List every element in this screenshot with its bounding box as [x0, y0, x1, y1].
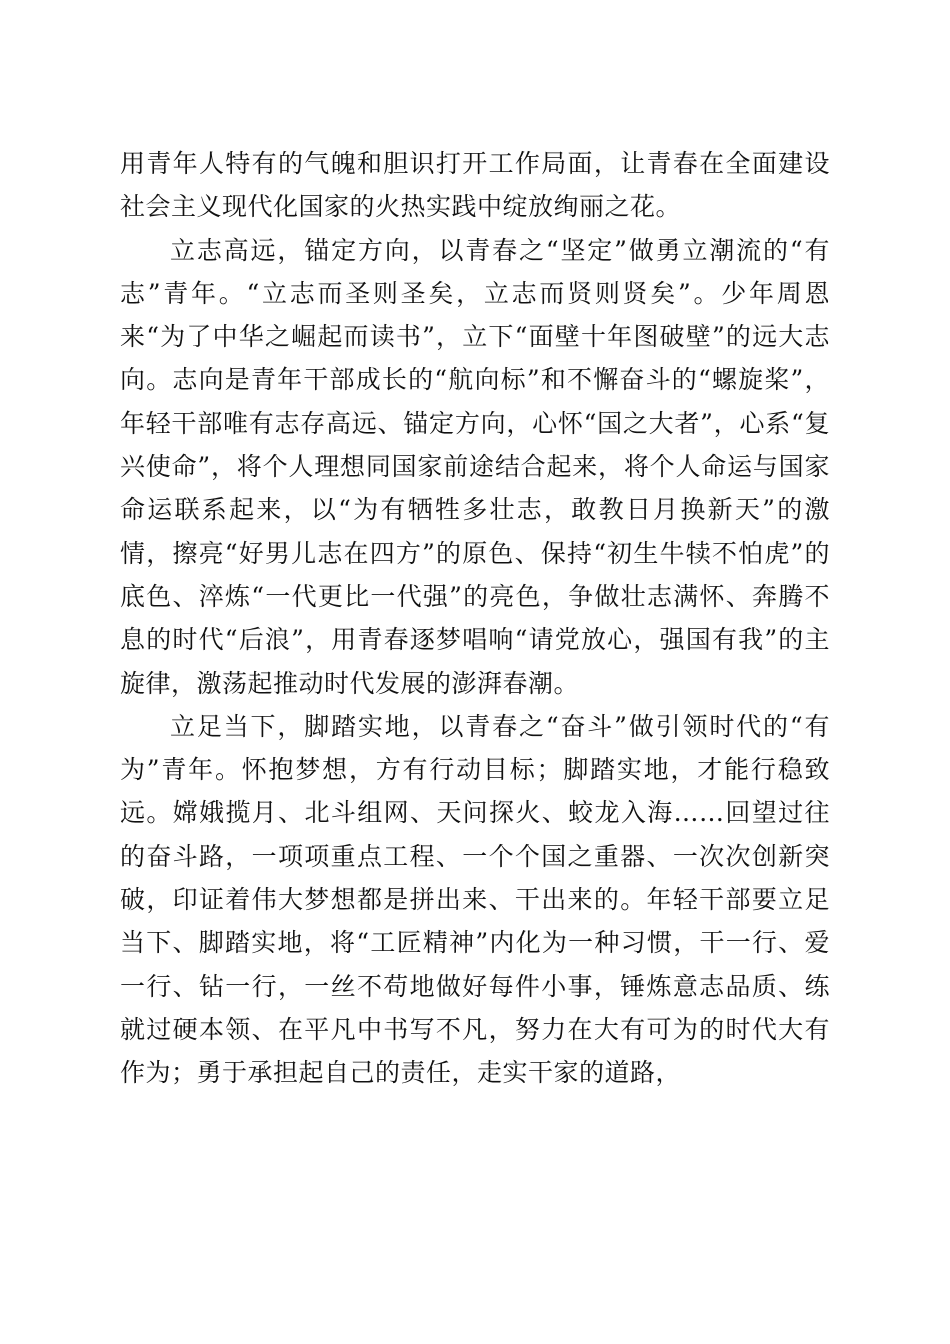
paragraph-striving: 立足当下，脚踏实地，以青春之“奋斗”做引领时代的“有为”青年。怀抱梦想，方有行动目标；脚踏实地，才能行稳致远。嫦娥揽月、北斗组网、天问探火、蛟龙入海……回望过往的奋斗路，一项项重点工程、一个个国之重器、一次次创新突破，印证着伟大梦想都是拼出来、干出来的。年轻干部要立足当下、脚踏实地，将“工匠精神”内化为一种习惯，干一行、爱一行、钻一行，一丝不苟地做好每件小事，锤炼意志品质、练就过硬本领、在平凡中书写不凡，努力在大有可为的时代大有作为；勇于承担起自己的责任，走实干家的道路，	[120, 711, 830, 1088]
paragraph-continuation: 用青年人特有的气魄和胆识打开工作局面，让青春在全面建设社会主义现代化国家的火热实践中绽放绚丽之花。	[120, 149, 830, 222]
paragraph-ambition: 立志高远，锚定方向，以青春之“坚定”做勇立潮流的“有志”青年。“立志而圣则圣矣，立志而贤则贤矣”。少年周恩来“为了中华之崛起而读书”，立下“面壁十年图破壁”的远大志向。志向是青年干部成长的“航向标”和不懈奋斗的“螺旋桨”，年轻干部唯有志存高远、锚定方向，心怀“国之大者”，心系“复兴使命”，将个人理想同国家前途结合起来，将个人命运与国家命运联系起来，以“为有牺牲多壮志，敢教日月换新天”的激情，擦亮“好男儿志在四方”的原色、保持“初生牛犊不怕虎”的底色、淬炼“一代更比一代强”的亮色，争做壮志满怀、奔腾不息的时代“后浪”，用青春逐梦唱响“请党放心，强国有我”的主旋律，激荡起推动时代发展的澎湃春潮。	[120, 235, 830, 698]
document-body	[120, 142, 830, 1095]
